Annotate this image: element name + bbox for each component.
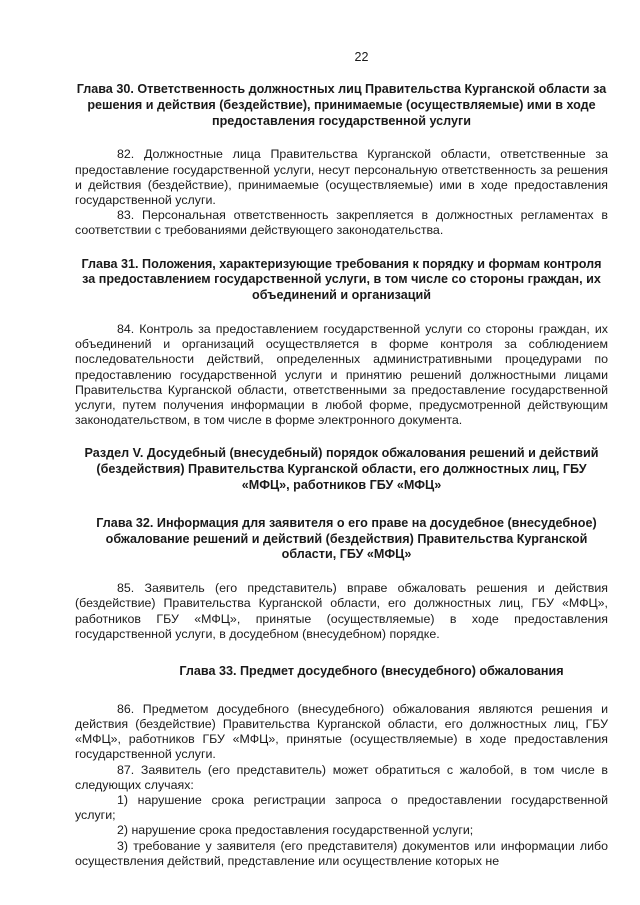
paragraph-83: 83. Персональная ответственность закрепляется в должностных регламентах в соответствии с требованиями действующего законодательства. <box>75 208 608 238</box>
page-number: 22 <box>354 50 369 64</box>
paragraph-87: 87. Заявитель (его представитель) может обратиться с жалобой, в том числе в следующих случаях: <box>75 762 608 792</box>
chapter-31-title: Глава 31. Положения, характеризующие требования к порядку и формам контроля за предоставлением государственной услуги, в том числе со стороны граждан, их объединений и организаций <box>81 256 602 303</box>
list-item-2: 2) нарушение срока предоставления государственной услуги; <box>117 823 474 838</box>
paragraph-85: 85. Заявитель (его представитель) вправе обжаловать решения и действия (бездействие) Правительства Курганской области, его должностных лиц, ГБУ «МФЦ», работников ГБУ «МФЦ», принятые (осуществляемые) в ходе предоставления государственной услуги, в досудебном (внесудебном) порядке. <box>75 581 608 641</box>
list-item-3: 3) требование у заявителя (его представителя) документов или информации либо осуществления действий, представление или осуществление которых не <box>75 838 608 868</box>
chapter-30-title: Глава 30. Ответственность должностных лиц Правительства Курганской области за решения и действия (бездействие), принимаемые (осуществляемые) ими в ходе предоставления государственной услуги <box>76 82 607 128</box>
list-item-1: 1) нарушение срока регистрации запроса о предоставлении государственной услуги; <box>75 793 608 823</box>
section-5-title: Раздел V. Досудебный (внесудебный) порядок обжалования решений и действий (бездействия) Правительства Курганской области, его должностных лиц, ГБУ «МФЦ», работников ГБУ «МФЦ» <box>84 446 599 493</box>
chapter-32-title: Глава 32. Информация для заявителя о его праве на досудебное (внесудебное) обжалование решений и действий (бездействия) Правительства Курганской области, ГБУ «МФЦ» <box>96 515 597 562</box>
paragraph-86: 86. Предметом досудебного (внесудебного) обжалования являются решения и действия (бездействие) Правительства Курганской области, его должностных лиц, ГБУ «МФЦ», работников ГБУ «МФЦ», принятые (осуществляемые) в ходе предоставления государственной услуги. <box>75 701 608 762</box>
paragraph-84: 84. Контроль за предоставлением государственной услуги со стороны граждан, их объединений и организаций осуществляется в форме контроля за соблюдением последовательности действий, определенных административными процедурами по предоставлению государственной услуги и принятию решений должностными лицами Правительства Курганской области, ответственными за предоставление государственной услуги, путем получения информации в любой форме, предусмотренной действующим законодательством, в том числе в форме электронного документа. <box>75 322 608 428</box>
chapter-33-title: Глава 33. Предмет досудебного (внесудебного) обжалования <box>179 664 564 679</box>
paragraph-82: 82. Должностные лица Правительства Курганской области, ответственные за предоставление государственной услуги, несут персональную ответственность за решения и действия (бездействие), принимаемые (осуществляемые) ими в ходе предоставления государственной услуги. <box>75 147 608 207</box>
